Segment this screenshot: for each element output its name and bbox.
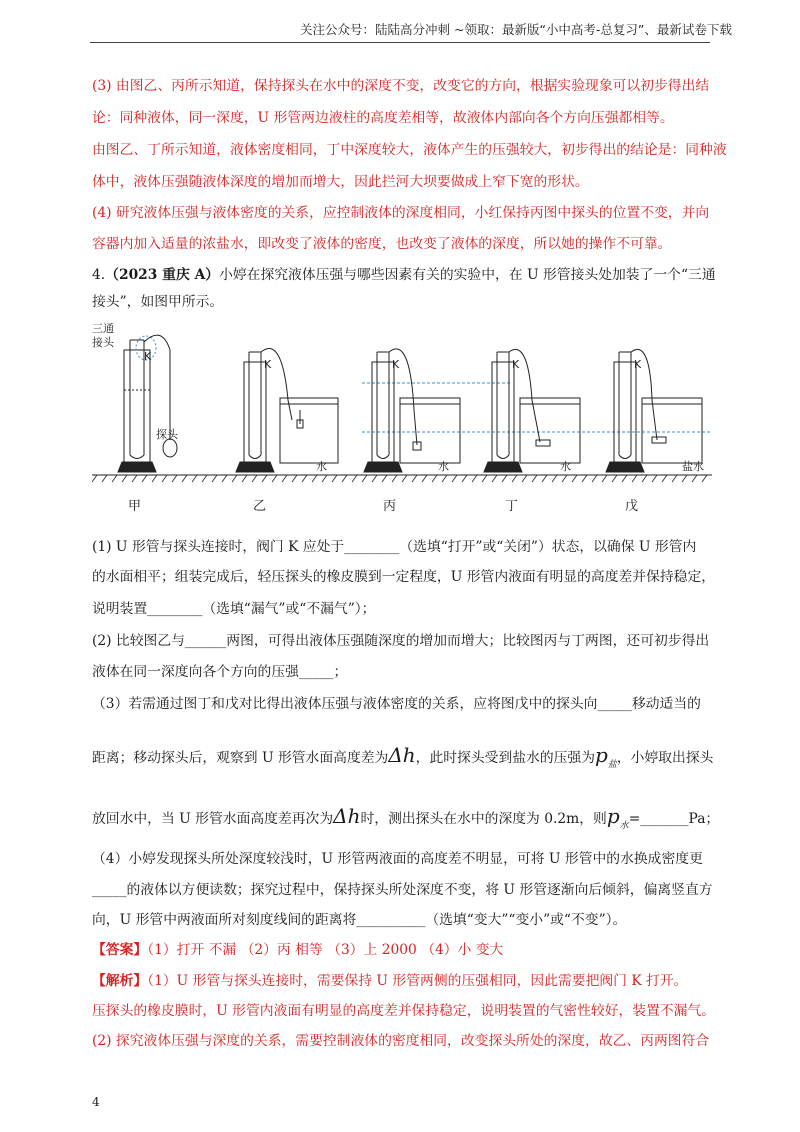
prev-answer-line-5: (4) 研究液体压强与液体密度的关系，应控制液体的深度相同，小红保持丙图中探头的位置不变，并向 (92, 205, 710, 221)
callout-three-way-2: 接头 (92, 336, 114, 349)
q3-line-2 (92, 745, 713, 770)
callout-three-way-1: 三通 (92, 322, 114, 335)
answer-text: （1）打开 不漏 （2）丙 相等 （3）上 2000 （4）小 变大 (147, 942, 504, 958)
q4-line-3: 向，U 形管中两液面所对刻度线间的距离将__________（选填“变大”“变小”或“不变”）。 (92, 912, 627, 928)
analysis-tag: 【解析】 (92, 973, 148, 989)
water-label-yi: 水 (316, 460, 327, 473)
answer-tag: 【答案】 (92, 942, 148, 958)
question-number: 4. (92, 267, 106, 283)
valve-label-bing: K (392, 358, 400, 371)
p-symbol-2: p (606, 804, 620, 828)
q2-line-1: (2) 比较图乙与______两图，可得出液体压强随深度的增加而增大；比较图丙与丁两图，还可初步得出 (92, 633, 710, 649)
q3-line-3-c: _______Pa； (640, 811, 720, 827)
q1-line-1: (1) U 形管与探头连接时，阀门 K 应处于________（选填“打开”或“关闭”）状态，以确保 U 形管内 (92, 539, 697, 555)
question-source: （2023 重庆 A） (105, 267, 220, 283)
p-symbol: p (595, 743, 608, 767)
salt-water-label: 盐水 (682, 460, 704, 473)
prev-answer-line-3: 由图乙、丁所示知道，液体密度相同，丁中深度较大，液体产生的压强较大，初步得出的结论是：同种液 (92, 142, 727, 158)
apparatus-ding (484, 349, 580, 472)
q3-line-3-b: 时，测出探头在水中的深度为 0.2m，则 (360, 811, 607, 827)
question-stem-line-1 (92, 269, 716, 283)
figure-label-bing: 丙 (383, 499, 397, 514)
q4-line-2: _____的液体以方便读数；探究过程中，保持探头所处深度不变，将 U 形管逐渐向后倾斜，偏离竖直方 (92, 882, 713, 898)
prev-answer-line-6: 容器内加入适量的浓盐水，即改变了液体的密度，也改变了液体的深度，所以她的操作不可靠。 (92, 236, 672, 252)
q2-line-2: 液体在同一深度向各个方向的压强_____； (92, 664, 348, 680)
header-divider (90, 42, 710, 43)
valve-label-wu: K (634, 358, 642, 371)
valve-label-jia: K (144, 350, 152, 363)
question-stem-line-2: 接头”，如图甲所示。 (92, 294, 224, 310)
probe-label: 探头 (156, 428, 178, 441)
equals-sign: = (628, 811, 641, 827)
question-stem-text: 小婷在探究液体压强与哪些因素有关的实验中，在 U 形管接头处加装了一个“三通 (219, 267, 716, 283)
apparatus-wu (606, 349, 702, 472)
figure-label-wu: 戊 (625, 499, 639, 514)
page-header: 关注公众号：陆陆高分冲刺 ~领取：最新版“小中高考-总复习”、最新试卷下载 (300, 22, 732, 37)
figure-label-yi: 乙 (253, 499, 267, 514)
valve-label-yi: K (264, 358, 272, 371)
p-water-symbol (606, 804, 629, 831)
delta-h-symbol: Δh (388, 743, 416, 767)
figure-label-ding: 丁 (505, 499, 519, 514)
experiment-figure (92, 320, 712, 520)
prev-answer-line-2: 论：同种液体，同一深度，U 形管两边液柱的高度差相等，故液体内部向各个方向压强都相等。 (92, 110, 674, 126)
p-water-subscript: 水 (619, 821, 629, 831)
apparatus-yi (236, 348, 338, 472)
analysis-line-2: 压探头的橡皮膜时，U 形管内液面有明显的高度差并保持稳定，说明装置的气密性较好，装置不漏气。 (92, 1003, 716, 1019)
figure-label-jia: 甲 (128, 499, 142, 514)
q1-line-2: 的水面相平；组装完成后，轻压探头的橡皮膜到一定程度，U 形管内液面有明显的高度差并保持稳定， (92, 569, 716, 585)
q1-line-3: 说明装置________（选填“漏气”或“不漏气”）； (92, 601, 376, 617)
analysis-line-1 (92, 975, 687, 989)
delta-h-symbol-2: Δh (333, 804, 361, 828)
water-label-bing: 水 (438, 460, 449, 473)
q3-line-3-a: 放回水中，当 U 形管水面高度差再次为 (92, 811, 334, 827)
answer-line (92, 944, 503, 958)
q3-line-1: （3）若需通过图丁和戊对比得出液体压强与液体密度的关系，应将图戊中的探头向_____移动适当的 (92, 696, 701, 712)
apparatus-bing (362, 349, 712, 472)
p-salt-symbol (595, 743, 617, 770)
analysis-text-1: （1）U 形管与探头连接时，需要保持 U 形管两侧的压强相同，因此需要把阀门 K 打开。 (147, 973, 688, 989)
prev-answer-line-1: (3) 由图乙、丙所示知道，保持探头在水中的深度不变，改变它的方向，根据实验现象可以初步得出结 (92, 78, 710, 94)
q3-line-2-c: ，小婷取出探头 (616, 750, 714, 766)
prev-answer-line-4: 体中，液体压强随液体深度的增加而增大，因此拦河大坝要做成上窄下宽的形状。 (92, 174, 589, 190)
analysis-line-3: (2) 探究液体压强与深度的关系，需要控制液体的密度相同，改变探头所处的深度，故乙、丙两图符合 (92, 1033, 710, 1049)
q3-line-2-b: ，此时探头受到盐水的压强为 (415, 750, 596, 766)
p-salt-subscript: 盐 (607, 760, 617, 770)
q3-line-2-a: 距离；移动探头后，观察到 U 形管水面高度差为 (92, 750, 389, 766)
page-number: 4 (92, 1095, 100, 1109)
q3-line-3 (92, 806, 719, 831)
water-label-ding: 水 (560, 460, 571, 473)
q4-line-1: （4）小婷发现探头所处深度较浅时，U 形管两液面的高度差不明显，可将 U 形管中的水换成密度更 (92, 851, 703, 867)
valve-label-ding: K (512, 358, 520, 371)
